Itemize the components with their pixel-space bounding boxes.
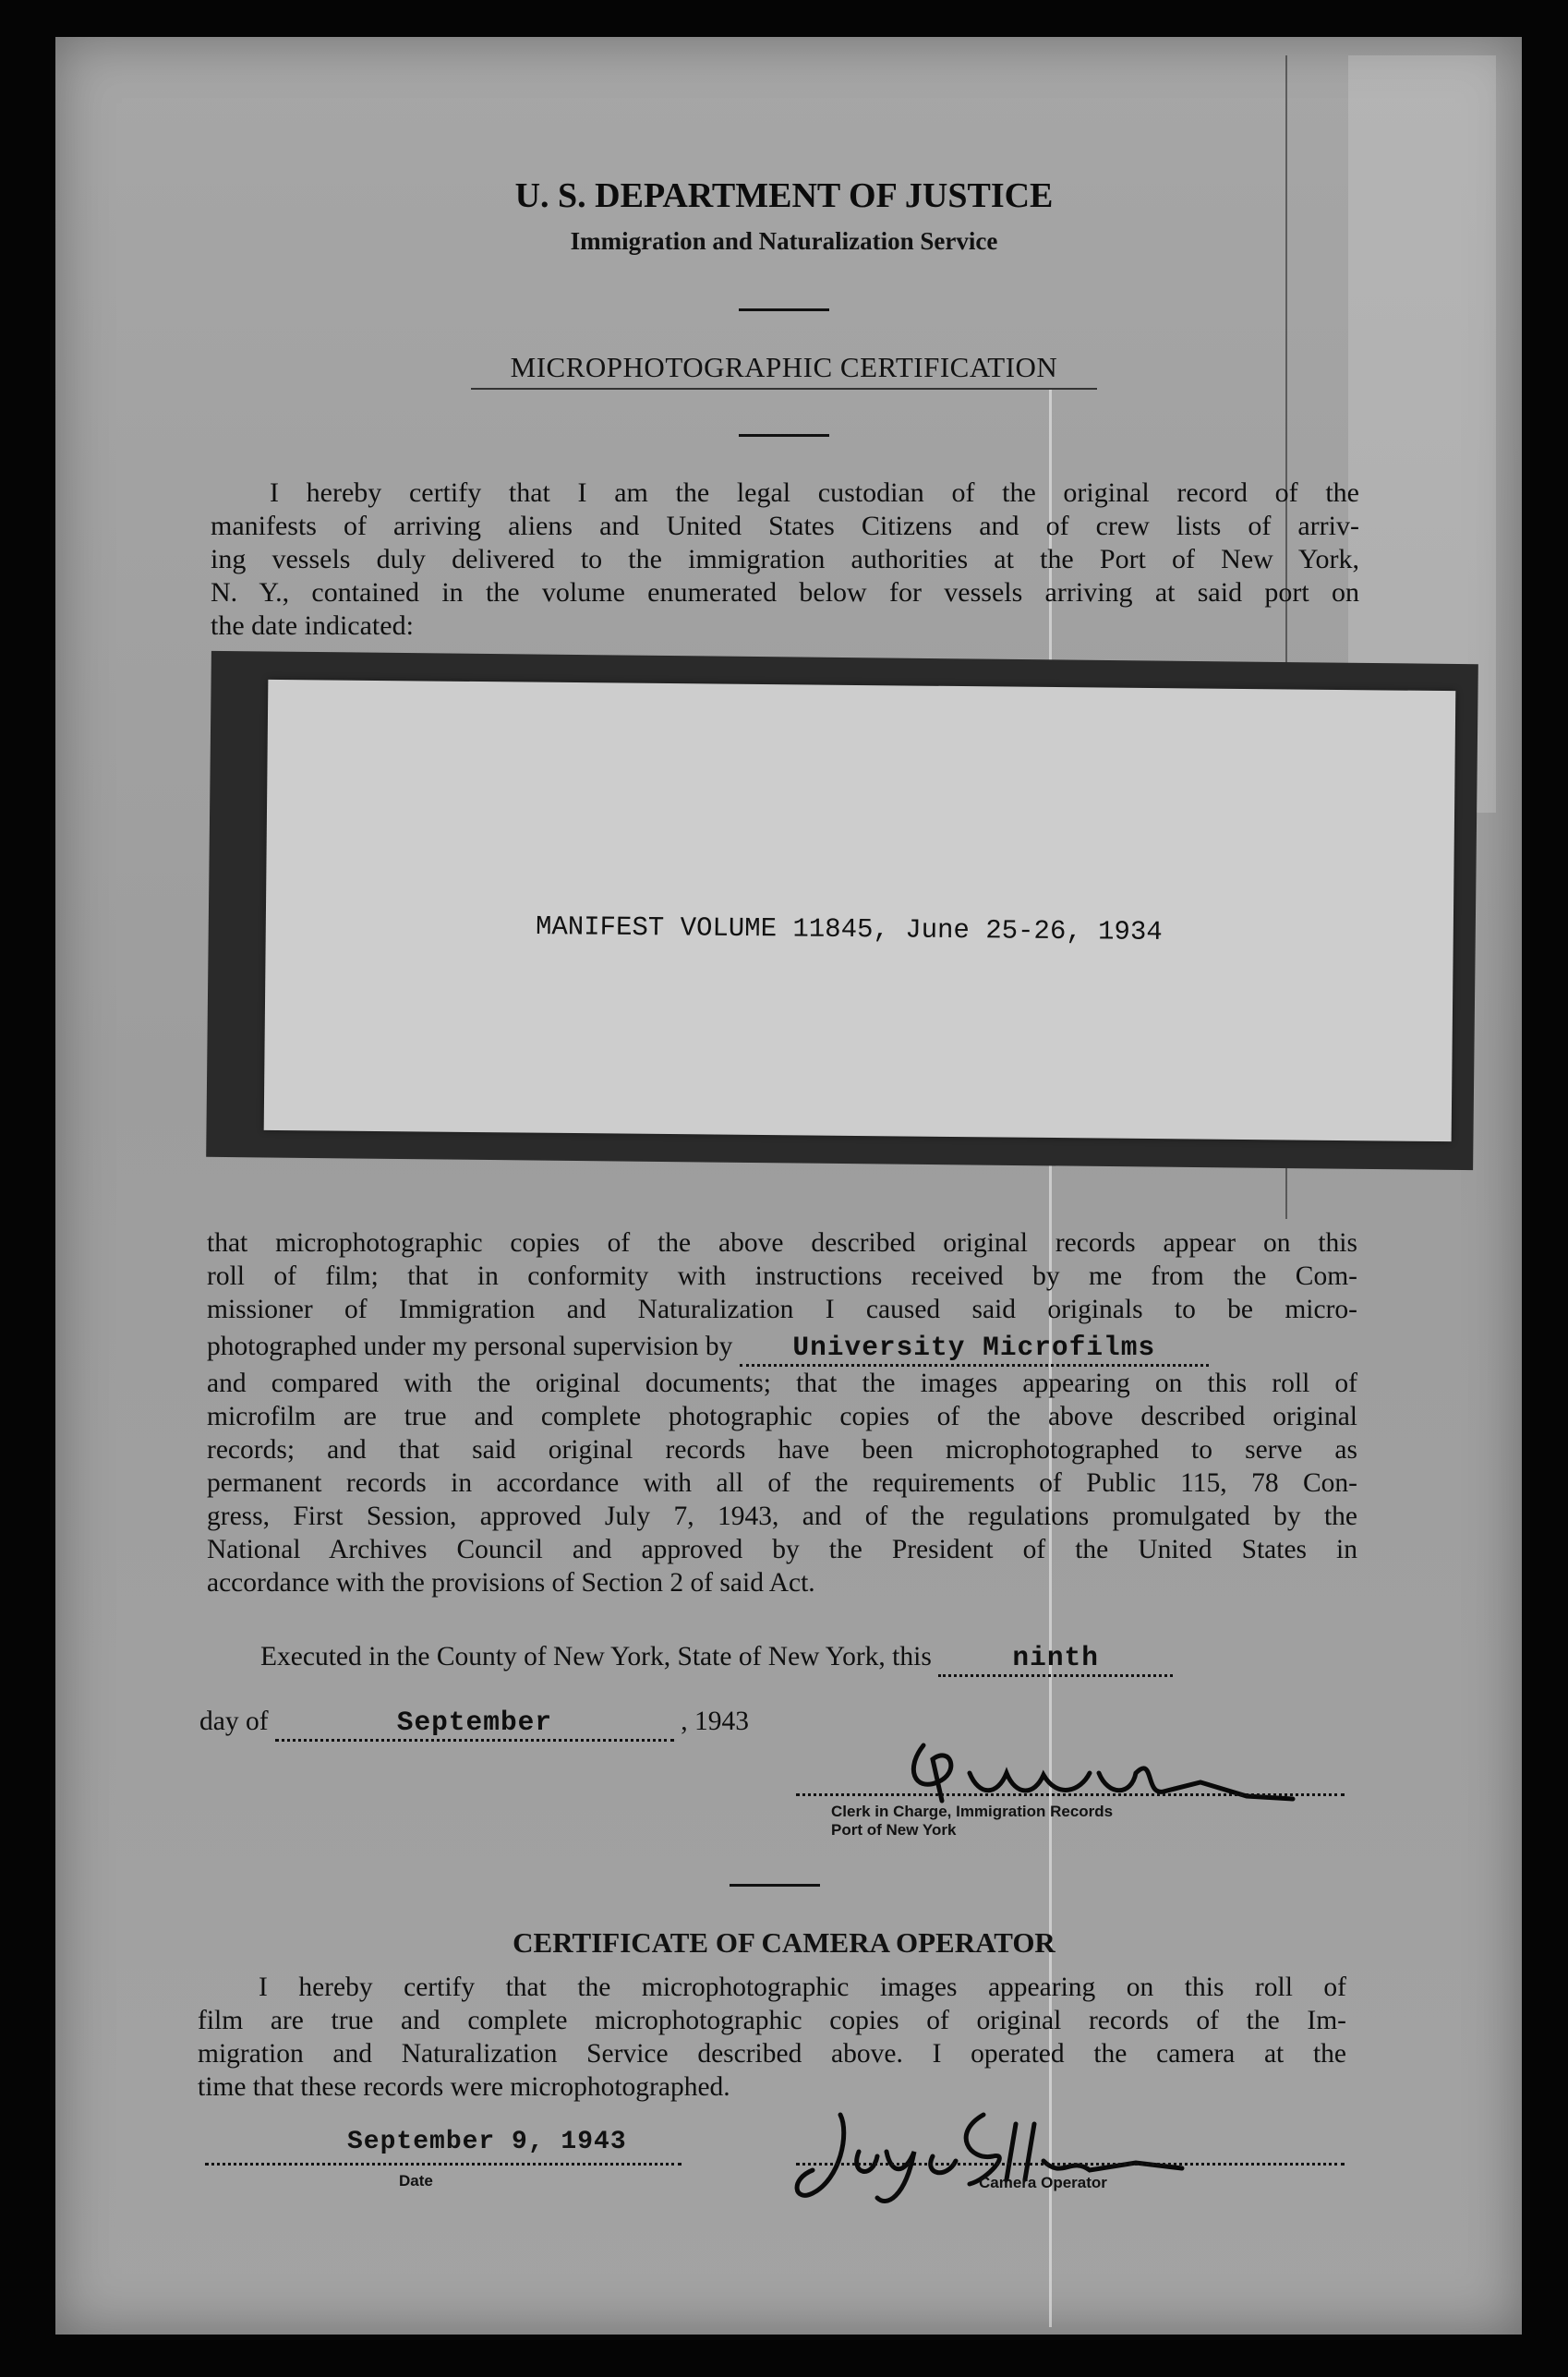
body-paragraph [207,1226,1357,1599]
operator-signature-line [796,2163,1345,2166]
text-line: permanent records in accordance with all of the requirements of Public 115, 78 Con- [207,1468,1357,1498]
text-line: microfilm are true and complete photographic copies of the above described original [207,1402,1357,1431]
intro-paragraph [211,477,1359,643]
camera-certificate-title: CERTIFICATE OF CAMERA OPERATOR [513,1926,1055,1959]
manifest-card [264,680,1456,1141]
title-underline [471,388,1097,390]
manifest-volume-text: MANIFEST VOLUME 11845, June 25-26, 1934 [535,911,1163,947]
clerk-port: Port of New York [831,1821,957,1839]
camera-operator-signature [785,2096,1210,2216]
day-of-prefix: day of [199,1707,269,1736]
text-line: manifests of arriving aliens and United States Citizens and of crew lists of arriv- [211,511,1359,541]
text-line: and compared with the original documents; that the images appearing on this roll of [207,1369,1357,1398]
text-line: missioner of Immigration and Naturalization I caused said originals to be micro- [207,1295,1357,1324]
clerk-title: Clerk in Charge, Immigration Records [831,1803,1114,1820]
text-line: the date indicated: [211,610,414,641]
clerk-signature-line [796,1793,1345,1796]
text-line: film are true and complete microphotographic copies of original records of the Im- [198,2006,1346,2035]
divider [739,434,829,437]
text-line: ing vessels duly delivered to the immigration authorities at the Port of New York, [211,544,1359,574]
date-label: Date [399,2172,433,2190]
text-line [207,1330,1357,1367]
filmed-by-field: University Microfilms [740,1331,1209,1367]
camera-paragraph [198,1971,1346,2104]
camera-date-value: September 9, 1943 [347,2128,627,2156]
text-line: time that these records were microphotographed. [198,2072,730,2102]
department-heading: U. S. DEPARTMENT OF JUSTICE [514,176,1054,215]
executed-month-field: September [275,1706,674,1742]
text-line: roll of film; that in conformity with instructions received by me from the Com- [207,1261,1357,1291]
text-line: I hereby certify that I am the legal custodian of the original record of the [270,477,1359,508]
camera-operator-label: Camera Operator [979,2174,1107,2191]
text-line: migration and Naturalization Service described above. I operated the camera at the [198,2039,1346,2069]
text-line: that microphotographic copies of the above described original records appear on this [207,1228,1357,1258]
service-subheading: Immigration and Naturalization Service [570,227,998,255]
divider [730,1884,820,1887]
text-line: N. Y., contained in the volume enumerated below for vessels arriving at said port on [211,577,1359,608]
text-line: accordance with the provisions of Section 2 of said Act. [207,1568,815,1598]
divider [739,308,829,311]
text-line: gress, First Session, approved July 7, 1943, and of the regulations promulgated by the [207,1502,1357,1531]
executed-line [260,1640,1359,1677]
text-line: National Archives Council and approved by the President of the United States in [207,1535,1357,1564]
supervision-prefix: photographed under my personal supervision by [207,1332,733,1361]
executed-day-field: ninth [938,1641,1173,1677]
text-line: records; and that said original records have been microphotographed to serve as [207,1435,1357,1465]
date-line [205,2163,681,2166]
executed-year: , 1943 [681,1707,750,1736]
text-line: I hereby certify that the microphotographic images appearing on this roll of [259,1973,1346,2002]
certification-title: MICROPHOTOGRAPHIC CERTIFICATION [510,351,1058,383]
executed-prefix: Executed in the County of New York, State of New York, this [260,1642,932,1671]
